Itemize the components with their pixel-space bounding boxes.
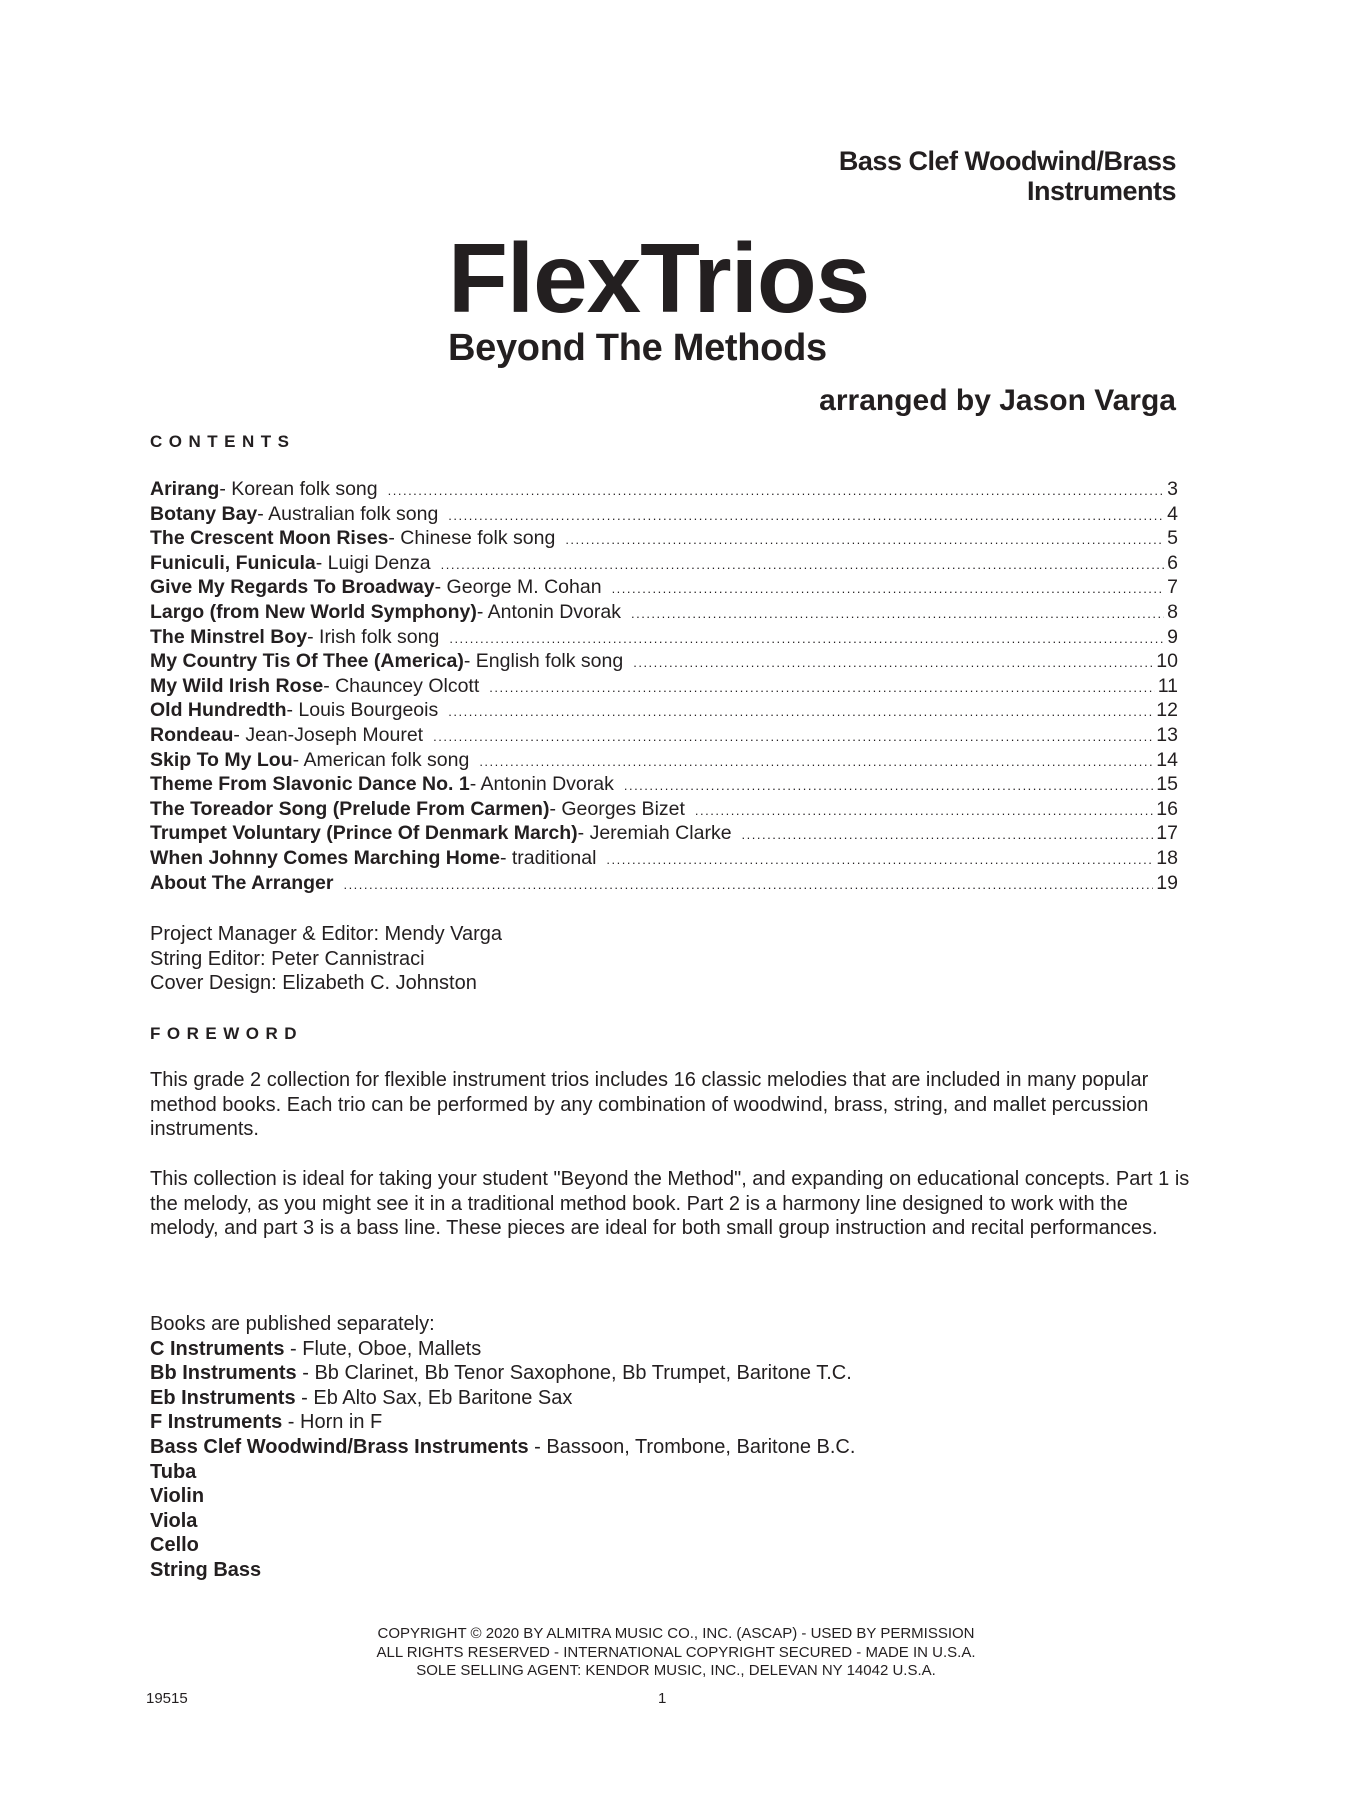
edition-line-2: Instruments [1026,176,1176,206]
toc-entry-page: 16 [1156,797,1178,820]
book-item [150,1337,855,1362]
dot-leader [606,848,1153,873]
dot-leader [343,873,1153,898]
book-name: String Bass [150,1558,262,1581]
toc-entry [150,772,1178,797]
toc-entry-page: 15 [1156,773,1178,796]
book-item [150,1558,855,1583]
toc-entry-page: 12 [1156,699,1178,722]
book-name: Bass Clef Woodwind/Brass Instruments [150,1435,529,1458]
toc-entry-title: Largo (from New World Symphony) [150,600,477,623]
toc-entry-page: 4 [1167,502,1178,525]
dot-leader [441,553,1164,578]
credit-string-editor: String Editor: Peter Cannistraci [150,947,425,970]
book-item [150,1484,855,1509]
toc-entry-title: Old Hundredth [150,699,287,722]
copyright-line-3: SOLE SELLING AGENT: KENDOR MUSIC, INC., DELEVAN NY 14042 U.S.A. [416,1662,936,1679]
toc-entry-title: About The Arranger [150,871,334,894]
foreword-paragraph-1: This grade 2 collection for flexible instrument trios includes 16 classic melodies that are included in many popular method books. Each trio can be performed by any combination of woodwind, brass, string, and mallet percussion instruments. [150,1069,1149,1141]
toc-entry [150,575,1178,600]
toc-entry-desc: - Irish folk song [307,625,440,648]
toc-entry [150,600,1178,625]
toc-entry [150,551,1178,576]
toc-entry [150,748,1178,773]
toc-entry-page: 7 [1167,576,1178,599]
dot-leader [448,504,1164,529]
toc-entry-desc: - Korean folk song [219,478,378,500]
book-desc: - Bassoon, Trombone, Baritone B.C. [528,1435,856,1458]
dot-leader [565,528,1164,553]
toc-entry-title: My Wild Irish Rose [150,674,324,697]
toc-entry-title: When Johnny Comes Marching Home [150,846,500,869]
toc-entry-desc: - Chinese folk song [388,527,556,550]
credit-project-manager: Project Manager & Editor: Mendy Varga [150,923,503,945]
toc-entry-title: The Minstrel Boy [150,625,308,648]
toc-entry [150,526,1178,551]
book-item [150,1509,855,1534]
book-name: Violin [150,1485,205,1508]
toc-entry-title: The Crescent Moon Rises [150,527,389,550]
toc-entry-page: 11 [1157,674,1178,697]
toc-entry-title: Trumpet Voluntary (Prince Of Denmark March) [150,822,578,845]
toc-entry-page: 17 [1156,822,1178,845]
book-desc: - Bb Clarinet, Bb Tenor Saxophone, Bb Trumpet, Baritone T.C. [296,1362,852,1385]
credit-cover-design: Cover Design: Elizabeth C. Johnston [150,972,477,995]
dot-leader [479,750,1153,775]
toc-entry-title: Arirang [150,478,220,500]
table-of-contents [150,477,1178,895]
toc-entry-title: Botany Bay [150,502,258,525]
book-title: FlexTrios [448,223,870,333]
book-item [150,1460,855,1485]
dot-leader [489,676,1154,701]
dot-leader [633,651,1153,676]
dot-leader [742,823,1154,848]
toc-entry-desc: - Louis Bourgeois [286,699,439,722]
books-intro: Books are published separately: [150,1313,435,1335]
toc-entry [150,821,1178,846]
books-list [150,1312,855,1583]
book-desc: - Eb Alto Sax, Eb Baritone Sax [295,1386,573,1409]
copyright-line-1: COPYRIGHT © 2020 BY ALMITRA MUSIC CO., INC. (ASCAP) - USED BY PERMISSION [377,1625,975,1642]
toc-entry-title: Funiculi, Funicula [150,551,316,574]
book-name: F Instruments [150,1411,283,1434]
book-name: Eb Instruments [150,1386,296,1409]
toc-entry-title: Skip To My Lou [150,748,293,771]
dot-leader [695,799,1153,824]
dot-leader [388,479,1165,504]
toc-entry-desc: - George M. Cohan [434,576,602,599]
toc-entry [150,698,1178,723]
toc-entry [150,477,1178,502]
toc-entry [150,649,1178,674]
foreword-paragraph-2: This collection is ideal for taking your student "Beyond the Method", and expanding on educational concepts. Part 1 is the melody, as you might see it in a traditional method book. Part 2 is a harmony line designed to work with the melody, and part 3 is a bass line. These pieces are ideal for both small group instruction and recital performances. [150,1168,1190,1240]
dot-leader [448,700,1153,725]
toc-entry [150,502,1178,527]
edition-label [839,146,1176,206]
book-desc: - Flute, Oboe, Mallets [284,1337,482,1360]
toc-entry [150,723,1178,748]
arranger-credit: arranged by Jason Varga [819,384,1176,417]
book-name: Tuba [150,1460,197,1483]
book-name: Cello [150,1534,199,1557]
edition-line-1: Bass Clef Woodwind/Brass [838,146,1176,176]
toc-entry-page: 6 [1167,551,1178,574]
toc-entry-page: 18 [1156,846,1178,869]
toc-entry-desc: - Jean-Joseph Mouret [233,723,424,746]
toc-entry-page: 19 [1156,871,1178,894]
book-item [150,1410,855,1435]
dot-leader [631,602,1164,627]
toc-entry-page: 13 [1156,723,1178,746]
toc-entry-desc: - traditional [499,846,597,869]
toc-entry-desc: - Georges Bizet [549,797,685,820]
book-name: C Instruments [150,1337,285,1360]
toc-entry-desc: - Luigi Denza [315,551,431,574]
book-name: Bb Instruments [150,1362,297,1385]
catalog-number: 19515 [146,1690,188,1707]
toc-entry-desc: - English folk song [463,650,624,673]
dot-leader [449,627,1164,652]
contents-heading: CONTENTS [150,432,296,451]
book-desc: - Horn in F [282,1411,383,1434]
toc-entry-title: The Toreador Song (Prelude From Carmen) [150,797,550,820]
toc-entry-page: 3 [1167,478,1178,500]
foreword-heading: FOREWORD [150,1024,304,1043]
toc-entry-page: 9 [1167,625,1178,648]
toc-entry-title: Rondeau [150,723,234,746]
toc-entry [150,674,1178,699]
book-item [150,1361,855,1386]
copyright-line-2: ALL RIGHTS RESERVED - INTERNATIONAL COPYRIGHT SECURED - MADE IN U.S.A. [376,1643,976,1661]
dot-leader [433,725,1153,750]
toc-entry [150,846,1178,871]
book-item [150,1533,855,1558]
toc-entry-desc: - Jeremiah Clarke [577,822,732,845]
book-item [150,1435,855,1460]
credits [150,922,502,996]
dot-leader [624,774,1153,799]
toc-entry [150,871,1178,896]
toc-entry-page: 8 [1167,600,1178,623]
page-number: 1 [658,1690,667,1707]
toc-entry-page: 5 [1167,527,1178,550]
dot-leader [612,577,1165,602]
toc-entry-desc: - American folk song [292,748,470,771]
book-item [150,1386,855,1411]
toc-entry-desc: - Antonin Dvorak [469,773,614,796]
toc-entry-page: 14 [1156,748,1178,771]
toc-entry-desc: - Australian folk song [257,502,439,525]
toc-entry-page: 10 [1156,650,1178,673]
toc-entry-desc: - Antonin Dvorak [476,600,621,623]
book-subtitle: Beyond The Methods [448,327,827,369]
toc-entry-desc: - Chauncey Olcott [323,674,480,697]
toc-entry-title: Theme From Slavonic Dance No. 1 [150,773,470,796]
book-name: Viola [150,1509,198,1532]
toc-entry-title: My Country Tis Of Thee (America) [150,650,464,673]
toc-entry [150,625,1178,650]
toc-entry [150,797,1178,822]
toc-entry-title: Give My Regards To Broadway [150,576,435,599]
copyright-notice [0,1625,1352,1681]
